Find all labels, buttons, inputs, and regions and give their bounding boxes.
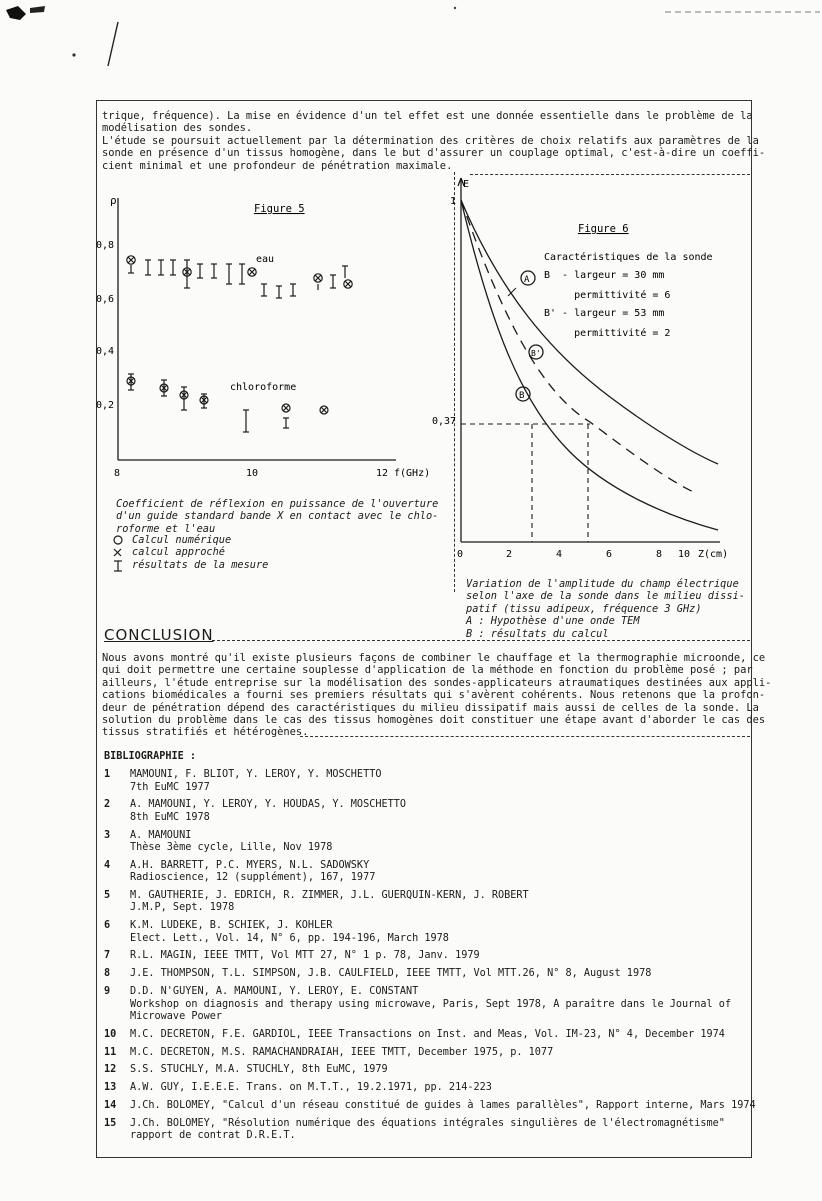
intro-line: cient minimal et une profondeur de pénétration maximale. [102, 159, 453, 172]
bibliography-entry-line: A.W. GUY, I.E.E.E. Trans. on M.T.T., 19.2.1971, pp. 214-223 [130, 1082, 492, 1094]
bibliography-entry [104, 1118, 756, 1143]
marker-b-label: B [519, 391, 525, 401]
bibliography-entry-line: M.C. DECRETON, F.E. GARDIOL, IEEE Transactions on Inst. and Meas, Vol. IM-23, N° 4, December 1974 [130, 1028, 725, 1040]
bibliography-entry-body [130, 799, 756, 824]
data-point [342, 266, 352, 288]
bibliography-entry [104, 799, 756, 824]
figure5-label-chloroform: chloroforme [230, 382, 297, 393]
bibliography-entry [104, 950, 756, 962]
intro-line: L'étude se poursuit actuellement par la détermination des critères de choix relatifs aux paramètres de la [102, 134, 759, 147]
bibliography-entry-body [130, 968, 756, 980]
scan-marks [0, 0, 822, 100]
bibliography-entry-number: 14 [104, 1100, 117, 1112]
bibliography-entry [104, 830, 756, 855]
data-point [158, 260, 164, 275]
figure6-title: Figure 6 [578, 223, 629, 235]
figure5-legend [132, 534, 268, 571]
data-point [200, 394, 208, 408]
figure6-chart [430, 172, 730, 582]
data-point [160, 380, 168, 396]
bibliography-entry-body [130, 1118, 756, 1143]
bibliography [104, 751, 756, 1148]
marker-bprime-label: B' [531, 349, 541, 358]
curve-b [461, 200, 718, 530]
data-point [330, 275, 336, 288]
conclusion-line: qui doit permettre une certaine souplesse d'application de la méthode en fonction du problème posé ; par [102, 664, 753, 677]
separator-line [300, 736, 750, 737]
figure5-y-tick-label: 0,4 [96, 346, 115, 357]
bibliography-entry-line: M.C. DECRETON, M.S. RAMACHANDRAIAH, IEEE TMTT, December 1975, p. 1077 [130, 1046, 554, 1058]
conclusion-line: ailleurs, l'étude entreprise sur la modélisation des sondes-applicateurs atraumatiques destinées aux appli- [102, 676, 772, 689]
data-point [290, 284, 296, 296]
bibliography-entry-line: D.D. N'GUYEN, A. MAMOUNI, Y. LEROY, E. CONSTANT [130, 986, 419, 998]
marker-a-label: A [524, 275, 530, 285]
conclusion-heading: CONCLUSION [104, 626, 214, 644]
caption-line: A : Hypothèse d'une onde TEM [466, 615, 640, 628]
bibliography-entry-number: 2 [104, 799, 111, 811]
bibliography-entry-body [130, 1064, 756, 1076]
figure6-y-tick-037: 0,37 [432, 416, 457, 427]
data-point [239, 264, 256, 284]
figure6-x-tick-label: 4 [556, 549, 563, 560]
bibliography-entry [104, 860, 756, 885]
data-point [127, 256, 135, 273]
figure5-x-tick-label: 8 [114, 468, 121, 479]
figure5-x-axis-label: f(GHz) [394, 468, 431, 479]
bibliography-entry-line: A. MAMOUNI [130, 829, 192, 841]
bibliography-entry [104, 986, 756, 1023]
figure6-x-tick-label: 2 [506, 549, 513, 560]
bibliography-entry-line: A. MAMOUNI, Y. LEROY, Y. HOUDAS, Y. MOSCHETTO [130, 799, 407, 811]
data-point [243, 410, 249, 432]
figure6-x-tick-label: 6 [606, 549, 613, 560]
conclusion-paragraph [102, 652, 771, 739]
bibliography-entry [104, 1047, 756, 1059]
bibliography-entry-line: MAMOUNI, F. BLIOT, Y. LEROY, Y. MOSCHETTO [130, 769, 382, 781]
bibliography-entry-line: S.S. STUCHLY, M.A. STUCHLY, 8th EuMC, 1979 [130, 1064, 388, 1076]
data-point [183, 260, 191, 288]
figure6-x-tick-label: 0 [457, 549, 464, 560]
data-point [127, 374, 135, 390]
bibliography-entry [104, 1100, 756, 1112]
bibliography-entry-line: rapport de contrat D.R.E.T. [130, 1130, 296, 1142]
figure5-x-tick-label: 12 [376, 468, 389, 479]
conclusion-line: deur de pénétration dépend des caractéristiques du milieu dissipatif mais aussi de celles de la sonde. La [102, 701, 759, 714]
bibliography-entry-line: J.Ch. BOLOMEY, "Résolution numérique des équations intégrales singulières de l'électromagnétisme" [130, 1118, 725, 1130]
data-point [276, 286, 282, 298]
figure5-y-axis-label: ρ [110, 194, 117, 207]
legend-item: Calcul numérique [132, 534, 232, 546]
bibliography-entry-body [130, 769, 756, 794]
caption-line: d'un guide standard bande X en contact avec le chlo- [116, 510, 439, 523]
figure5-legend-symbols [110, 534, 130, 574]
figure6-caption [466, 578, 745, 640]
bibliography-entry-body [130, 950, 756, 962]
caption-line: Coefficient de réflexion en puissance de l'ouverture [116, 498, 439, 510]
char-title: Caractéristiques de la sonde [544, 252, 713, 263]
figure5-y-tick-label: 0,2 [96, 400, 115, 411]
bibliography-entry-body [130, 830, 756, 855]
caption-line: roforme et l'eau [116, 522, 216, 535]
caption-line: selon l'axe de la sonde dans le milieu dissi- [466, 590, 745, 603]
bibliography-entry-number: 4 [104, 859, 111, 871]
bibliography-entry-body [130, 860, 756, 885]
figure5-y-tick-label: 0,6 [96, 294, 115, 305]
bibliography-entry [104, 1029, 756, 1041]
caption-line: patif (tissu adipeux, fréquence 3 GHz) [466, 602, 702, 615]
conclusion-line: solution du problème dans le cas des tissus homogènes doit constituer une étape avant d'aborder le cas des [102, 714, 766, 727]
intro-line: trique, fréquence). La mise en évidence d'un tel effet est une donnée essentielle dans le problème de la [102, 110, 753, 122]
bibliography-entry-body [130, 890, 756, 915]
bibliography-entry [104, 890, 756, 915]
bibliography-entry-line: Elect. Lett., Vol. 14, N° 6, pp. 194-196, March 1978 [130, 932, 449, 944]
data-point [197, 264, 203, 278]
legend-item: résultats de la mesure [132, 558, 269, 571]
data-point [180, 387, 188, 410]
bibliography-entry-line: J.Ch. BOLOMEY, "Calcul d'un réseau constitué de guides à lames parallèles", Rapport interne, Mars 1974 [130, 1100, 756, 1112]
figure5-title: Figure 5 [254, 203, 305, 215]
bibliography-entry-number: 1 [104, 769, 111, 781]
data-point [320, 406, 328, 414]
bibliography-list [104, 769, 756, 1142]
data-point [145, 260, 151, 275]
figure6-y-axis-label: E [463, 179, 470, 190]
char-line: permittivité = 6 [544, 290, 671, 301]
bibliography-entry-line: Workshop on diagnosis and therapy using microwave, Paris, Sept 1978, A paraître dans le Journal of [130, 998, 732, 1010]
bibliography-entry-number: 8 [104, 968, 111, 980]
bibliography-heading: BIBLIOGRAPHIE : [104, 751, 197, 762]
conclusion-line: Nous avons montré qu'il existe plusieurs façons de combiner le chauffage et la thermographie microonde, ce [102, 652, 766, 664]
caption-line: Variation de l'amplitude du champ électrique [466, 578, 739, 590]
conclusion-line: cations biomédicales a fourni ses premiers résultats qui s'avèrent cohérents. Nous retenons que la profon- [102, 689, 766, 702]
bibliography-entry-number: 11 [104, 1046, 117, 1058]
figure6-x-tick-label: 10 [678, 549, 691, 560]
bibliography-entry-line: R.L. MAGIN, IEEE TMTT, Vol MTT 27, N° 1 p. 78, Janv. 1979 [130, 950, 480, 962]
data-point [314, 274, 322, 290]
figure5-y-tick-label: 0,8 [96, 240, 115, 251]
legend-item: calcul approché [132, 546, 225, 559]
char-line: B - largeur = 30 mm [544, 270, 665, 281]
bibliography-entry-line: Radioscience, 12 (supplément), 167, 1977 [130, 872, 376, 884]
bibliography-entry-number: 15 [104, 1118, 117, 1130]
conclusion-line: tissus stratifiés et hétérogènes. [102, 726, 309, 739]
char-line: permittivité = 2 [544, 328, 671, 339]
figure5-x-tick-label: 10 [246, 468, 259, 479]
figure6-x-axis-label: Z(cm) [698, 549, 729, 560]
bibliography-entry-line: Thèse 3ème cycle, Lille, Nov 1978 [130, 841, 333, 853]
bibliography-entry-body [130, 1100, 756, 1112]
bibliography-entry-number: 6 [104, 920, 111, 932]
bibliography-entry-body [130, 920, 756, 945]
bibliography-entry-number: 9 [104, 986, 111, 998]
curve-b-prime [461, 200, 698, 494]
separator-line [212, 640, 750, 641]
bibliography-entry [104, 1064, 756, 1076]
data-point [211, 264, 217, 278]
legend-errorbar-icon [114, 561, 122, 571]
bibliography-entry-line: 7th EuMC 1977 [130, 781, 210, 793]
bibliography-entry-number: 10 [104, 1028, 117, 1040]
data-point [170, 260, 176, 275]
figure6-y-tick-one: 1 [450, 196, 457, 207]
data-point [282, 404, 290, 428]
bibliography-entry-line: Microwave Power [130, 1010, 223, 1022]
bibliography-entry [104, 769, 756, 794]
bibliography-entry [104, 968, 756, 980]
bibliography-entry-line: J.E. THOMPSON, T.L. SIMPSON, J.B. CAULFIELD, IEEE TMTT, Vol MTT.26, N° 8, August 1978 [130, 968, 652, 980]
bibliography-entry-body [130, 986, 756, 1023]
bibliography-entry [104, 920, 756, 945]
bibliography-entry-number: 3 [104, 829, 111, 841]
bibliography-entry-line: J.M.P, Sept. 1978 [130, 902, 235, 914]
bibliography-entry-line: 8th EuMC 1978 [130, 811, 210, 823]
char-line: B' - largeur = 53 mm [544, 308, 665, 319]
bibliography-entry-number: 12 [104, 1064, 117, 1076]
intro-paragraph [102, 110, 765, 172]
figure6-x-tick-label: 8 [656, 549, 663, 560]
caption-line: B : résultats du calcul [466, 627, 609, 640]
bibliography-entry [104, 1082, 756, 1094]
data-point [226, 264, 232, 284]
figure5-chart [96, 180, 436, 480]
intro-line: sonde en présence d'un tissus homogène, dans le but d'assurer un couplage optimal, c'est-à-dire un coeffi- [102, 147, 766, 160]
figure5-caption [116, 498, 438, 535]
bibliography-entry-number: 7 [104, 950, 111, 962]
bibliography-entry-body [130, 1029, 756, 1041]
bibliography-entry-body [130, 1047, 756, 1059]
legend-circle-icon [114, 536, 122, 544]
data-point [261, 284, 267, 296]
bibliography-entry-number: 5 [104, 890, 111, 902]
bibliography-entry-line: M. GAUTHERIE, J. EDRICH, R. ZIMMER, J.L. GUERQUIN-KERN, J. ROBERT [130, 890, 529, 902]
figure5-label-water: eau [256, 254, 275, 265]
bibliography-entry-body [130, 1082, 756, 1094]
bibliography-entry-number: 13 [104, 1082, 117, 1094]
bibliography-entry-line: A.H. BARRETT, P.C. MYERS, N.L. SADOWSKY [130, 859, 370, 871]
bibliography-entry-line: K.M. LUDEKE, B. SCHIEK, J. KOHLER [130, 920, 333, 932]
intro-line: modélisation des sondes. [102, 122, 253, 135]
